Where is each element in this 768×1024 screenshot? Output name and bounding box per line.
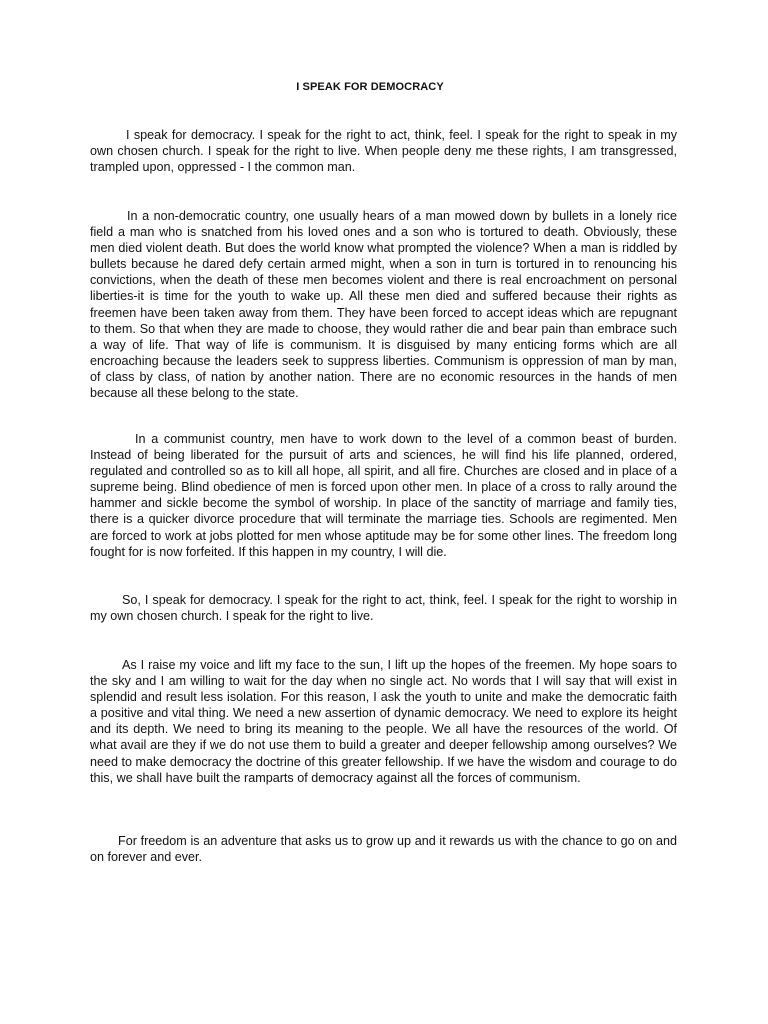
paragraph-6: For freedom is an adventure that asks us to grow up and it rewards us with the chance to go on and on forever and ever. [90, 834, 677, 865]
paragraph-1: I speak for democracy. I speak for the right to act, think, feel. I speak for the right to speak in my own chosen church. I speak for the right to live. When people deny me these rights, I am transgressed, trampled upon, oppressed - I the common man. [90, 128, 677, 175]
document-title: I SPEAK FOR DEMOCRACY [296, 81, 444, 93]
paragraph-3: In a communist country, men have to work down to the level of a common beast of burden. Instead of being liberated for the pursuit of arts and sciences, he will find his life planned, ordered, regulated and controlled so as to kill all hope, all spirit, and all fire. Churches are closed and in place of a supreme being. Blind obedience of men is forced upon other men. In place of a cross to rally around the hammer and sickle become the symbol of worship. In place of the sanctity of marriage and family ties, there is a quicker divorce procedure that will terminate the marriage ties. Schools are regimented. Men are forced to work at jobs plotted for men whose aptitude may be for some other lines. The freedom long fought for is now forfeited. If this happen in my country, I will die. [90, 432, 677, 559]
paragraph-4: So, I speak for democracy. I speak for the right to act, think, feel. I speak for the right to worship in my own chosen church. I speak for the right to live. [90, 593, 677, 624]
paragraph-2: In a non-democratic country, one usually hears of a man mowed down by bullets in a lonely rice field a man who is snatched from his loved ones and a son who is tortured to death. Obviously, these men died violent death. But does the world know what prompted the violence? When a man is riddled by bullets because he dared defy certain armed might, when a son in turn is tortured in to renouncing his convictions, when the death of these men becomes violent and there is real encroachment on personal liberties-it is time for the youth to wake up. All these men died and suffered because their rights as freemen have been taken away from them. They have been forced to accept ideas which are repugnant to them. So that when they are made to choose, they would rather die and bear pain than embrace such a way of life. That way of life is communism. It is disguised by many enticing forms which are all encroaching because the leaders seek to suppress liberties. Communism is oppression of man by man, of class by class, of nation by another nation. There are no economic resources in the hands of men because all these belong to the state. [90, 209, 677, 401]
paragraph-5: As I raise my voice and lift my face to the sun, I lift up the hopes of the freemen. My hope soars to the sky and I am willing to wait for the day when no single act. No words that I will say that will exist in splendid and result less isolation. For this reason, I ask the youth to unite and make the democratic faith a positive and vital thing. We need a new assertion of dynamic democracy. We need to explore its height and its depth. We need to bring its meaning to the people. We all have the resources of the world. Of what avail are they if we do not use them to build a greater and deeper fellowship among ourselves? We need to make democracy the doctrine of this greater fellowship. If we have the wisdom and courage to do this, we shall have built the ramparts of democracy against all the forces of communism. [90, 658, 677, 785]
